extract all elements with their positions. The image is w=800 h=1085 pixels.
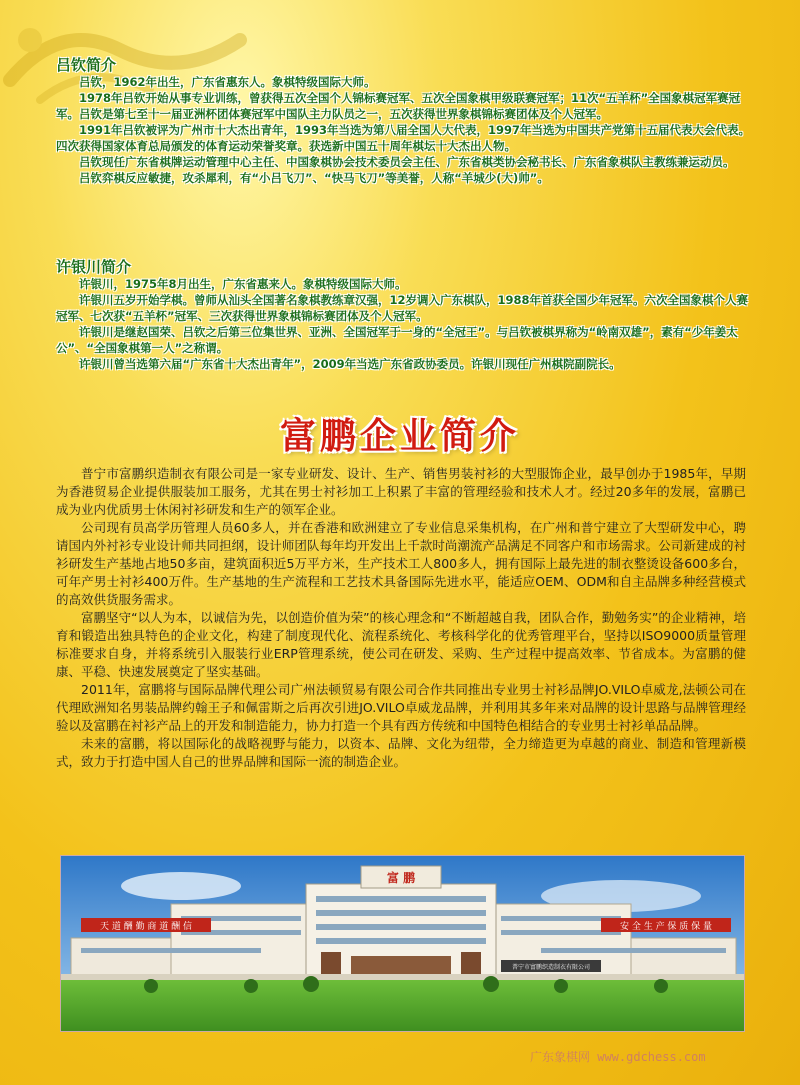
site-watermark: 广东象棋网 www.gdchess.com — [530, 1050, 706, 1064]
banner-left: 天 道 酬 勤 商 道 酬 信 — [99, 922, 193, 932]
lv-qin-para: 吕钦现任广东省棋牌运动管理中心主任、中国象棋协会技术委员会主任、广东省棋类协会秘书长、广东省象棋队主教练兼运动员。 — [79, 155, 735, 169]
xu-yinchuan-para: 许银川是继赵国荣、吕钦之后第三位集世界、亚洲、全国冠军于一身的“全冠王”。与吕钦被棋界称为“岭南双雄”，素有“少年姜太公”、“全国象棋第一人”之称谓。 — [56, 325, 738, 355]
lv-qin-title: 吕钦简介 — [56, 56, 117, 74]
xu-yinchuan-para: 许银川五岁开始学棋。曾师从汕头全国著名象棋教练章汉强，12岁调入广东棋队，1988年首获全国少年冠军。六次全国象棋个人赛冠军、七次获“五羊杯”冠军、三次获得世界象棋锦标赛团体及个人冠军。 — [56, 293, 749, 323]
lv-qin-para: 吕钦，1962年出生，广东省惠东人。象棋特级国际大师。 — [79, 75, 376, 89]
xu-yinchuan-para: 许银川曾当选第六届“广东省十大杰出青年”，2009年当选广东省政协委员。许银川现任广州棋院副院长。 — [79, 357, 621, 371]
company-para: 公司现有员高学历管理人员60多人，并在香港和欧洲建立了专业信息采集机构，在广州和普宁建立了大型研发中心，聘请国内外衬衫专业设计师共同担纲，设计师团队每年均开发出上千款时尚潮流产品满足不同客户和市场需求。公司新建成的衬衫研发生产基地占地50多亩，建筑面积近5万平方米，生产技术工人800多人，拥有国际上最先进的制衣整烫设备600多台，可年产男士衬衫400万件。生产基地的生产流程和工艺技术具备国际先进水平，能适应OEM、ODM和自主品牌多种经营模式的高效供货服务需求。 — [56, 520, 746, 607]
lv-qin-para: 1991年吕钦被评为广州市十大杰出青年，1993年当选为第八届全国人大代表，1997年当选为中国共产党第十五届代表大会代表。四次获得国家体育总局颁发的体育运动荣誉奖章。获选新中国五十周年棋坛十大杰出人物。 — [56, 123, 751, 153]
lv-qin-bio — [56, 74, 752, 186]
company-para: 普宁市富鹏织造制衣有限公司是一家专业研发、设计、生产、销售男装衬衫的大型服饰企业，最早创办于1985年，早期为香港贸易企业提供服装加工服务，尤其在男士衬衫加工上积累了丰富的管理经验和技术人才。经过20多年的发展，富鹏已成为业内优质男士休闲衬衫研发和生产的领军企业。 — [56, 466, 746, 517]
building-illustration — [61, 856, 744, 1031]
company-intro-title: 富鹏企业简介 — [279, 416, 520, 457]
xu-yinchuan-bio — [56, 276, 752, 372]
lv-qin-para: 1978年吕钦开始从事专业训练，曾获得五次全国个人锦标赛冠军、五次全国象棋甲级联赛冠军；11次“五羊杯”全国象棋冠军赛冠军。吕钦是第七至十一届亚洲杯团体赛冠军中国队主力队员之一，五次获得世界象棋锦标赛团体及个人冠军。 — [56, 91, 741, 121]
xu-yinchuan-title: 许银川简介 — [56, 258, 132, 276]
company-building-photo — [60, 855, 745, 1032]
banner-right: 安 全 生 产 保 质 保 量 — [619, 922, 713, 932]
lv-qin-para: 吕钦弈棋反应敏捷，攻杀犀利，有“小吕飞刀”、“快马飞刀”等美誉，人称“羊城少(大)帅”。 — [79, 171, 549, 185]
company-para: 2011年，富鹏将与国际品牌代理公司广州法顿贸易有限公司合作共同推出专业男士衬衫品牌JO.VILO卓威龙,法顿公司在代理欧洲知名男装品牌约翰王子和佩雷斯之后再次引进JO.VILO卓威龙品牌，并利用其多年来对品牌的设计思路与品牌管理经验以及富鹏在衬衫产品上的开发和制造能力，协力打造一个具有西方传统和中国特色相结合的专业男士衬衫单品品牌。 — [56, 682, 746, 733]
xu-yinchuan-para: 许银川，1975年8月出生，广东省惠来人。象棋特级国际大师。 — [79, 277, 407, 291]
gate-plate: 普宁市富鹏织造制衣有限公司 — [511, 964, 591, 971]
company-para: 富鹏坚守“以人为本，以诚信为先，以创造价值为荣”的核心理念和“不断超越自我，团队合作，勤勉务实”的企业精神，培育和锻造出独具特色的企业文化，构建了制度现代化、流程系统化、考核科学化的优秀管理平台，坚持以ISO9000质量管理标准要求自身，并将系统引入服装行业ERP管理系统，使公司在研发、采购、生产过程中提高效率、节省成本。为富鹏的健康、平稳、快速发展奠定了坚实基础。 — [56, 610, 746, 679]
roof-sign: 富 鹏 — [386, 871, 416, 885]
company-para: 未来的富鹏，将以国际化的战略视野与能力，以资本、品牌、文化为纽带，全力缔造更为卓越的商业、制造和管理新模式，致力于打造中国人自己的世界品牌和国际一流的制造企业。 — [56, 736, 746, 769]
company-intro-body — [56, 465, 746, 771]
